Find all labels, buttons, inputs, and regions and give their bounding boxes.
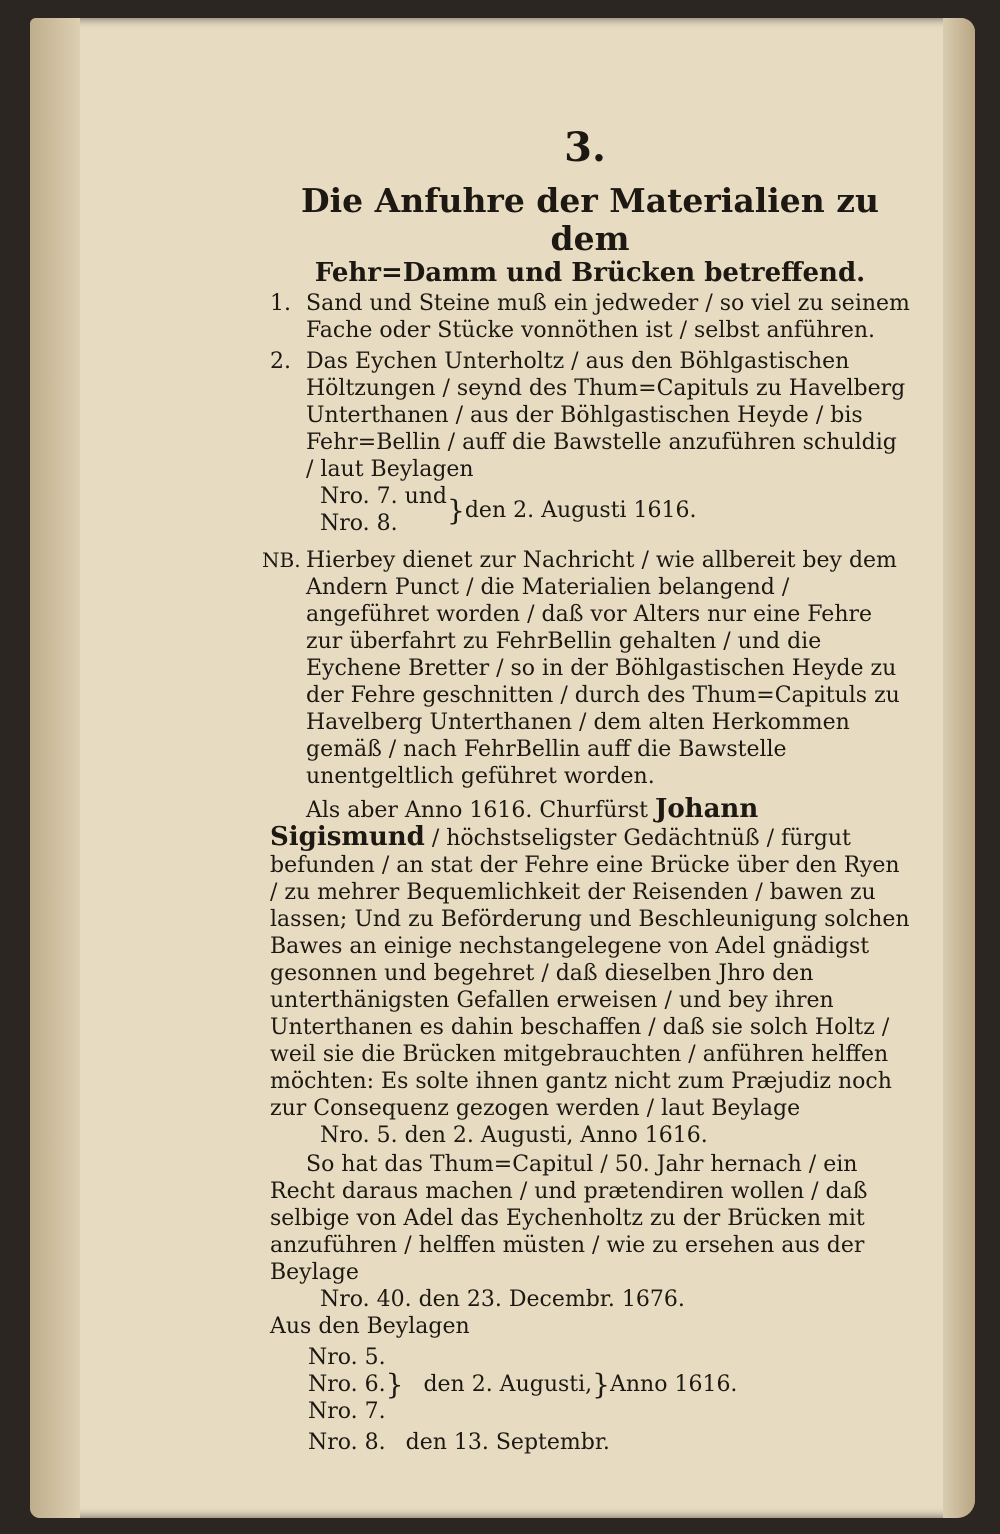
item-text: Das Eychen Unterholtz / aus den Böhlgastischen Höltzungen / seynd des Thum=Capituls zu Havelberg Unterthanen / aus der Böhlgastischen Heyde / bis Fehr=Bellin / auff die Bawstelle anzuführen schuldig / laut Beylagen [306, 349, 906, 482]
appendix-date: den 2. Augusti, [423, 1372, 593, 1397]
paragraph-text: So hat das Thum=Capitul / 50. Jahr hernach / ein Recht daraus machen / und prætendiren wollen / daß selbige von Adel das Eychenholtz zu der Brücken mit anzuführen / helffen müsten / wie zu ersehen aus der Beylage [270, 1152, 868, 1285]
page-fold [30, 18, 80, 1518]
item-text: Sand und Steine muß ein jedweder / so viel zu seinem Fache oder Stücke vonnöthen ist / selbst anführen. [306, 291, 910, 343]
reference-line: Nro. 8. [320, 511, 398, 536]
paragraph-lead: Als aber Anno 1616. Churfürst [306, 798, 656, 823]
book-page [30, 18, 975, 1518]
appendix-year: Anno 1616. [609, 1372, 738, 1397]
reference-date: den 2. Augusti 1616. [464, 497, 697, 523]
reference-line: Nro. 5. den 2. Augusti, Anno 1616. [320, 1123, 708, 1148]
item-number: 1. [270, 291, 291, 316]
name-emphasis: Johann Sigismund [270, 794, 759, 852]
brace-symbol: } [447, 493, 465, 527]
brace-symbol: } [592, 1368, 610, 1401]
appendix-number: Nro. 6. [308, 1372, 386, 1397]
note-text: Hierbey dienet zur Nachricht / wie allbereit bey dem Andern Punct / die Materialien belangend / angeführet worden / daß vor Alters nur eine Fehre zur überfahrt zu FehrBellin gehalten / und die Eychene Bretter / so in der Böhlgastischen Heyde zu der Fehre geschnitten / durch des Thum=Capituls zu Havelberg Unterthanen / dem alten Herkommen gemäß / nach FehrBellin auff die Bawstelle unentgeltlich geführet worden. [306, 548, 900, 789]
paragraph [270, 1151, 910, 1286]
page-number: 3. [564, 124, 606, 171]
reference-line: Nro. 7. und [320, 484, 448, 509]
footer-heading: Aus den Beylagen [270, 1314, 470, 1339]
appendix-list [308, 1344, 910, 1425]
brace-symbol: } [385, 1368, 404, 1401]
paragraph [270, 796, 910, 1122]
paragraph-text: / höchstseligster Gedächtnüß / fürgut befunden / an stat der Fehre eine Brücke über den Ryen / zu mehrer Bequemlichkeit der Reisenden / bawen zu lassen; Und zu Beförderung und Beschleunigung solchen Bawes an einige nechstangelegene von Adel gnädigst gesonnen und begehret / daß dieselben Jhro den unterthänigsten Gefallen erweisen / und bey ihren Unterthanen es dahin beschaffen / daß sie solch Holtz / weil sie die Brücken mitgebrauchten / anführen helffen möchten: Es solte ihnen gantz nicht zum Præjudiz noch zur Consequenz gezogen werden / laut Beylage [270, 826, 910, 1121]
reference-line: Nro. 40. den 23. Decembr. 1676. [320, 1287, 685, 1312]
appendix-number: Nro. 5. [308, 1345, 386, 1370]
appendix-list [308, 1429, 910, 1456]
list-item [270, 290, 910, 344]
list-item [270, 348, 910, 483]
appendix-number: Nro. 7. [308, 1399, 386, 1424]
page-subtitle: Fehr=Damm und Brücken betreffend. [314, 258, 866, 288]
item-number: 2. [270, 349, 291, 374]
page-title: Die Anfuhre der Materialien zu dem [301, 181, 879, 258]
appendix-number: Nro. 8. [308, 1430, 386, 1455]
note-label: NB. [262, 548, 301, 572]
page-edge [943, 18, 975, 1518]
note-block [262, 547, 910, 790]
page-content [262, 118, 910, 1456]
appendix-date: den 13. Septembr. [405, 1430, 610, 1455]
reference-block [320, 483, 910, 537]
